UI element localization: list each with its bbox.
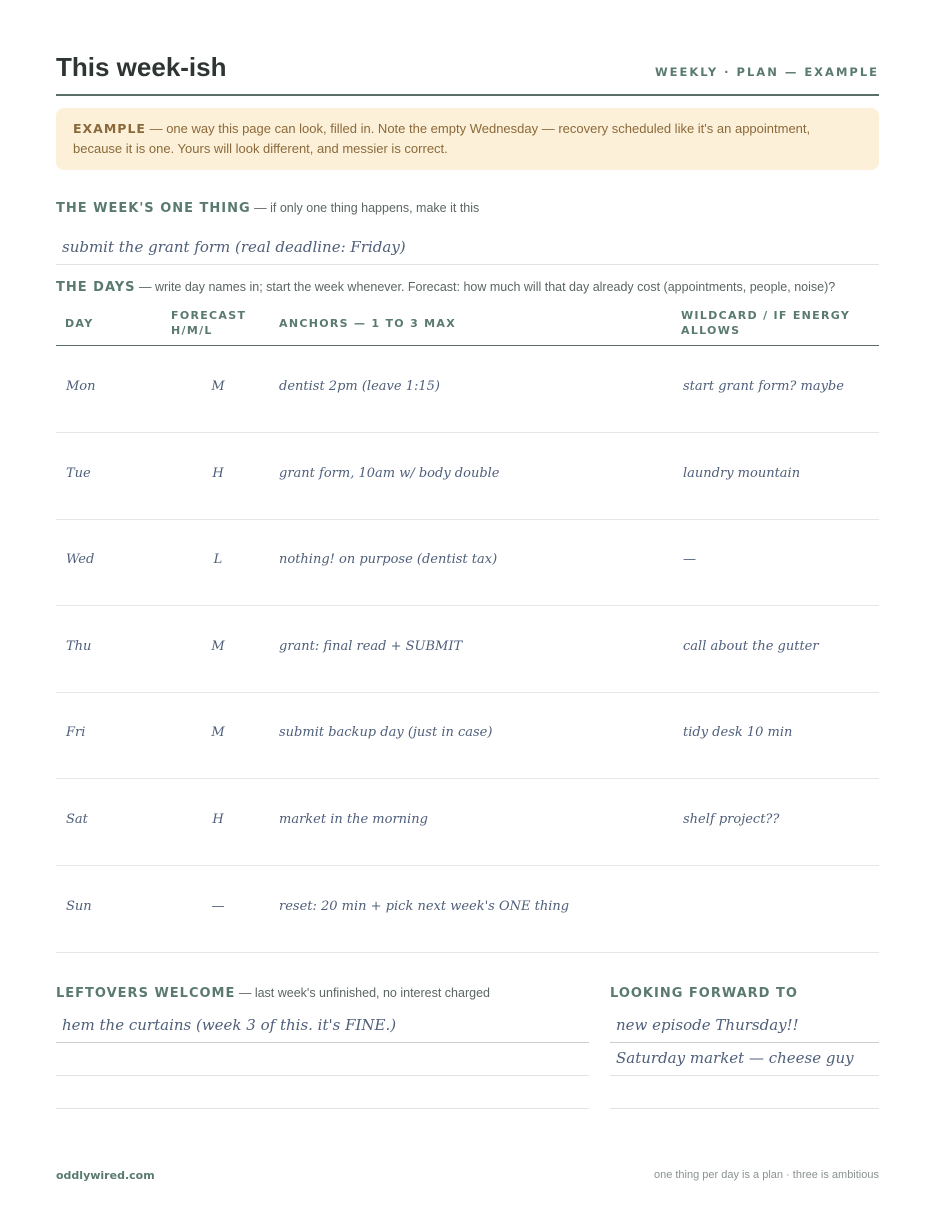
- leftover-line[interactable]: hem the curtains (week 3 of this. it's FINE.): [56, 1010, 589, 1043]
- one-thing-subtitle: — if only one thing happens, make it this: [250, 201, 480, 215]
- leftovers-lines: [56, 1010, 589, 1109]
- col-forecast-line1: FORECAST: [171, 309, 247, 322]
- days-subtitle: — write day names in; start the week whenever. Forecast: how much will that day already cost (appointments, people, noise)?: [135, 280, 836, 294]
- day-name-cell[interactable]: Mon: [66, 379, 96, 394]
- days-title: THE DAYS: [56, 280, 136, 295]
- anchors-cell[interactable]: grant: final read + SUBMIT: [279, 639, 463, 654]
- anchors-cell[interactable]: reset: 20 min + pick next week's ONE thing: [279, 899, 570, 914]
- forward-heading: [610, 986, 798, 1001]
- forecast-cell[interactable]: M: [211, 639, 225, 654]
- col-wildcard-header: [681, 308, 850, 338]
- day-row: [56, 692, 879, 779]
- one-thing-field[interactable]: submit the grant form (real deadline: Friday): [56, 228, 879, 265]
- footer-site: oddlywired.com: [56, 1169, 155, 1182]
- example-label: EXAMPLE: [73, 121, 146, 136]
- day-name-cell[interactable]: Sun: [66, 899, 92, 914]
- day-row: [56, 606, 879, 693]
- forward-title: LOOKING FORWARD TO: [610, 986, 798, 1001]
- footer-tagline: one thing per day is a plan · three is ambitious: [653, 1169, 879, 1181]
- anchors-cell[interactable]: nothing! on purpose (dentist tax): [279, 552, 498, 567]
- example-text: — one way this page can look, filled in. Note the empty Wednesday — recovery scheduled like it's an appointment, because it is one. Yours will look different, and messier is correct.: [73, 121, 811, 156]
- wildcard-cell[interactable]: shelf project??: [683, 812, 780, 827]
- one-thing-heading: [56, 201, 479, 216]
- day-name-cell[interactable]: Thu: [66, 639, 92, 654]
- doc-type-tag: WEEKLY · PLAN — EXAMPLE: [654, 65, 879, 79]
- col-forecast-header: [171, 308, 246, 338]
- example-note: [56, 108, 879, 170]
- forecast-cell[interactable]: M: [211, 379, 225, 394]
- forward-lines: [610, 1010, 879, 1109]
- col-wildcard-line1: WILDCARD / IF ENERGY: [681, 309, 851, 322]
- leftovers-heading: [56, 986, 490, 1001]
- wildcard-cell[interactable]: laundry mountain: [683, 466, 801, 481]
- wildcard-cell[interactable]: call about the gutter: [683, 639, 819, 654]
- day-name-cell[interactable]: Tue: [66, 466, 91, 481]
- forecast-cell[interactable]: H: [212, 812, 224, 827]
- anchors-cell[interactable]: submit backup day (just in case): [279, 725, 493, 740]
- forward-line[interactable]: [610, 1076, 879, 1109]
- wildcard-cell[interactable]: —: [683, 552, 696, 567]
- col-wildcard-line2: ALLOWS: [681, 324, 741, 337]
- day-name-cell[interactable]: Fri: [66, 725, 86, 740]
- day-row: [56, 519, 879, 606]
- anchors-cell[interactable]: market in the morning: [279, 812, 428, 827]
- page-title: This week-ish: [56, 52, 227, 82]
- day-row: [56, 433, 879, 520]
- day-row: [56, 346, 879, 433]
- forecast-cell[interactable]: —: [211, 899, 225, 914]
- page-header: [56, 50, 879, 96]
- planner-page: [56, 0, 879, 1210]
- leftover-line[interactable]: [56, 1043, 589, 1076]
- col-anchors-header: ANCHORS — 1 TO 3 MAX: [279, 317, 456, 330]
- forecast-cell[interactable]: M: [211, 725, 225, 740]
- one-thing-title: THE WEEK'S ONE THING: [56, 201, 251, 216]
- col-day-header: DAY: [65, 317, 94, 330]
- wildcard-cell[interactable]: start grant form? maybe: [683, 379, 844, 394]
- day-name-cell[interactable]: Sat: [66, 812, 88, 827]
- anchors-cell[interactable]: dentist 2pm (leave 1:15): [279, 379, 440, 394]
- forecast-cell[interactable]: L: [213, 552, 223, 567]
- forward-line[interactable]: Saturday market — cheese guy: [610, 1043, 879, 1076]
- anchors-cell[interactable]: grant form, 10am w/ body double: [279, 466, 500, 481]
- forecast-cell[interactable]: H: [212, 466, 224, 481]
- days-table-header: [56, 305, 879, 346]
- leftover-line[interactable]: [56, 1076, 589, 1109]
- day-name-cell[interactable]: Wed: [66, 552, 95, 567]
- col-forecast-line2: H/M/L: [171, 324, 213, 337]
- days-heading: [56, 280, 835, 295]
- leftovers-subtitle: — last week's unfinished, no interest charged: [235, 986, 490, 1000]
- forward-line[interactable]: new episode Thursday!!: [610, 1010, 879, 1043]
- day-row: [56, 866, 879, 953]
- wildcard-cell[interactable]: tidy desk 10 min: [683, 725, 793, 740]
- day-row: [56, 779, 879, 866]
- leftovers-title: LEFTOVERS WELCOME: [56, 986, 236, 1001]
